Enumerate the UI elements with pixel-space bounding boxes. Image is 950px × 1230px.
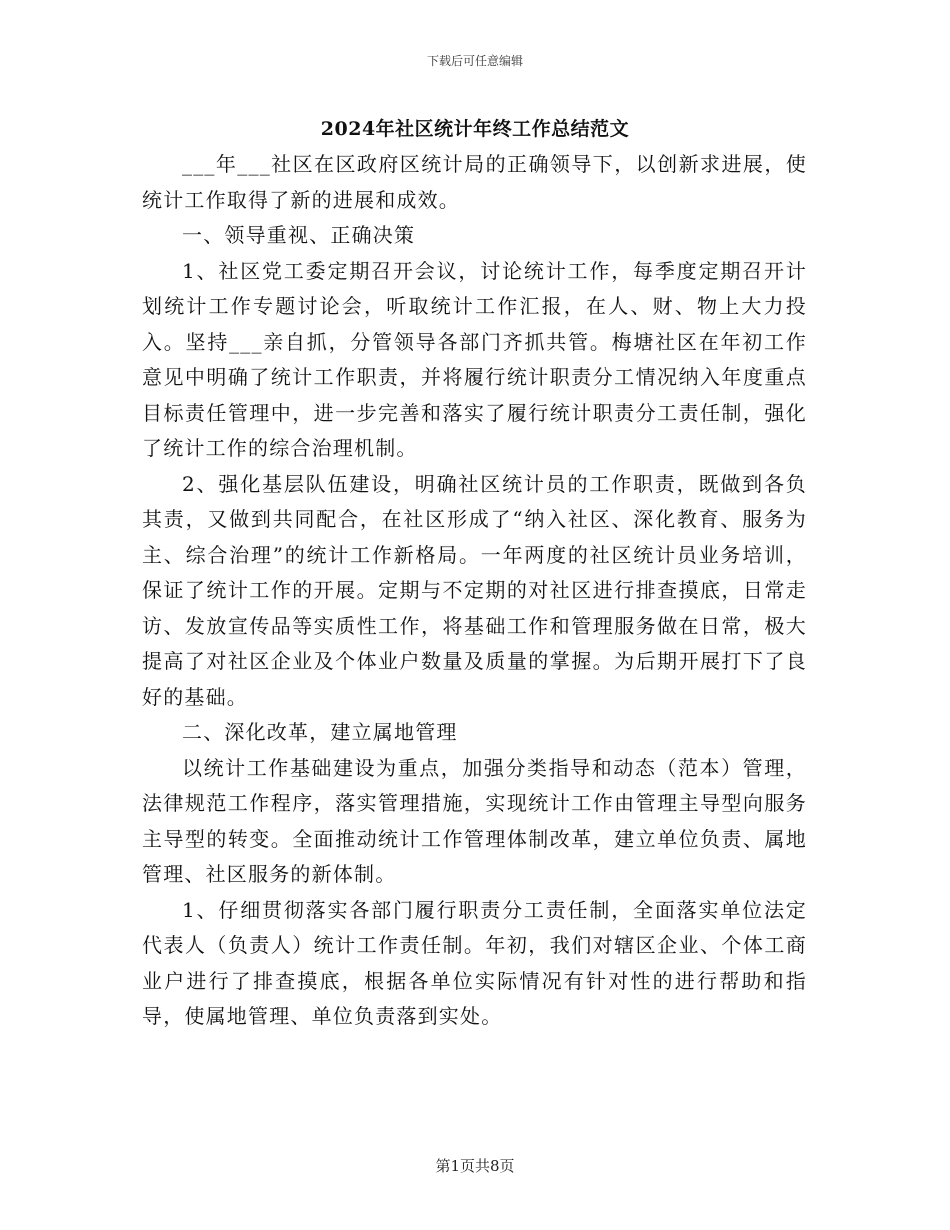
document-title: 2024年社区统计年终工作总结范文 [320, 118, 630, 140]
section-heading-2: 二、深化改革，建立属地管理 [182, 720, 458, 744]
section-2-intro: 以统计工作基础建设为重点，加强分类指导和动态（范本）管理，法律规范工作程序，落实管理措施，实现统计工作由管理主导型向服务主导型的转变。全面推动统计工作管理体制改革，建立单位负责、属地管理、社区服务的新体制。 [142, 755, 807, 886]
page-number: 第1页共8页 [435, 1157, 515, 1175]
section-heading-1: 一、领导重视、正确决策 [182, 223, 416, 247]
intro-paragraph: ___年___社区在区政府区统计局的正确领导下，以创新求进展，使统计工作取得了新的进展和成效。 [142, 152, 807, 212]
section-2-item-1: 1、仔细贯彻落实各部门履行职责分工责任制，全面落实单位法定代表人（负责人）统计工作责任制。年初，我们对辖区企业、个体工商业户进行了排查摸底，根据各单位实际情况有针对性的进行帮助和指导，使属地管理、单位负责落到实处。 [142, 897, 807, 1028]
document-body [142, 147, 807, 1035]
section-1-item-1: 1、社区党工委定期召开会议，讨论统计工作，每季度定期召开计划统计工作专题讨论会，听取统计工作汇报，在人、财、物上大力投入。坚持___亲自抓，分管领导各部门齐抓共管。梅塘社区在年初工作意见中明确了统计工作职责，并将履行统计职责分工情况纳入年度重点目标责任管理中，进一步完善和落实了履行统计职责分工责任制，强化了统计工作的综合治理机制。 [142, 258, 807, 460]
section-1-item-2: 2、强化基层队伍建设，明确社区统计员的工作职责，既做到各负其责，又做到共同配合，在社区形成了“纳入社区、深化教育、服务为主、综合治理”的统计工作新格局。一年两度的社区统计员业务培训，保证了统计工作的开展。定期与不定期的对社区进行排查摸底，日常走访、发放宣传品等实质性工作，将基础工作和管理服务做在日常，极大提高了对社区企业及个体业户数量及质量的掌握。为后期开展打下了良好的基础。 [142, 471, 807, 709]
page-header-note: 下载后可任意编辑 [426, 54, 523, 68]
